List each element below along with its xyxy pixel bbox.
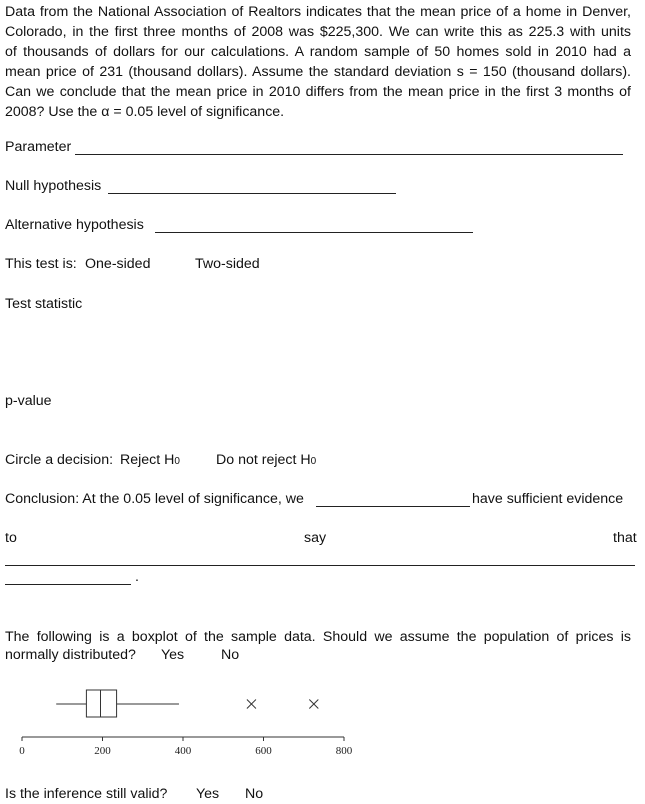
boxplot-no-option[interactable]: No	[221, 647, 240, 663]
boxplot-chart	[0, 680, 645, 770]
parameter-label: Parameter	[5, 139, 72, 155]
decision-label: Circle a decision:	[5, 452, 114, 468]
boxplot-yes-option[interactable]: Yes	[161, 647, 185, 663]
period: .	[135, 569, 139, 585]
two-sided-option[interactable]: Two-sided	[195, 256, 260, 272]
validity-no-option[interactable]: No	[245, 786, 264, 802]
conclusion-blank-2[interactable]	[5, 565, 635, 566]
alternative-hypothesis-blank[interactable]	[155, 232, 473, 233]
test-statistic-label: Test statistic	[5, 296, 83, 312]
boxplot-question-line2: normally distributed?	[5, 647, 136, 663]
h-subscript: 0	[174, 456, 180, 467]
x-tick-label: 800	[335, 745, 353, 757]
one-sided-option[interactable]: One-sided	[85, 256, 151, 272]
validity-yes-option[interactable]: Yes	[196, 786, 220, 802]
x-tick-label: 600	[255, 745, 272, 757]
to-word: to	[5, 530, 17, 546]
problem-line: Colorado, in the first three months of 2008 was $225,300. We can write this as 225.3 with units	[5, 24, 631, 40]
reject-text: Reject H	[120, 452, 175, 468]
boxplot-question	[5, 627, 631, 647]
do-not-reject-text: Do not reject H	[216, 452, 311, 468]
reject-option[interactable]	[120, 452, 180, 468]
validity-question-label: Is the inference still valid?	[5, 786, 168, 802]
x-tick-label: 400	[174, 745, 192, 757]
null-hypothesis-label: Null hypothesis	[5, 178, 102, 194]
that-word: that	[613, 530, 637, 546]
test-type-label: This test is:	[5, 256, 77, 272]
x-tick-label: 200	[94, 745, 111, 757]
conclusion-blank-3[interactable]	[5, 584, 131, 585]
conclusion-blank-1[interactable]	[316, 506, 470, 507]
null-hypothesis-blank[interactable]	[108, 193, 396, 194]
problem-statement	[5, 2, 631, 122]
problem-line: Data from the National Association of Realtors indicates that the mean price of a home in Denver,	[5, 4, 631, 20]
h-subscript: 0	[310, 456, 317, 467]
do-not-reject-option[interactable]	[216, 452, 316, 468]
problem-line: mean price of 231 (thousand dollars). Assume the standard deviation s = 150 (thousand dollars).	[5, 64, 631, 80]
p-value-label: p-value	[5, 393, 52, 409]
x-tick-label: 0	[19, 745, 25, 757]
iqr-box	[86, 690, 116, 717]
conclusion-label: Conclusion: At the 0.05 level of significance, we	[5, 491, 304, 507]
alternative-hypothesis-label: Alternative hypothesis	[5, 217, 144, 233]
parameter-blank[interactable]	[75, 154, 623, 155]
say-word: say	[304, 530, 327, 546]
problem-line: Can we conclude that the mean price in 2010 differs from the mean price in the first 3 months of	[5, 84, 631, 100]
boxplot-question-line1: The following is a boxplot of the sample data. Should we assume the population of prices is	[5, 629, 631, 645]
have-evidence-text: have sufficient evidence	[472, 491, 624, 507]
problem-line: of thousands of dollars for our calculations. A random sample of 50 homes sold in 2010 had a	[5, 44, 631, 60]
problem-line: 2008? Use the α = 0.05 level of significance.	[5, 104, 285, 120]
